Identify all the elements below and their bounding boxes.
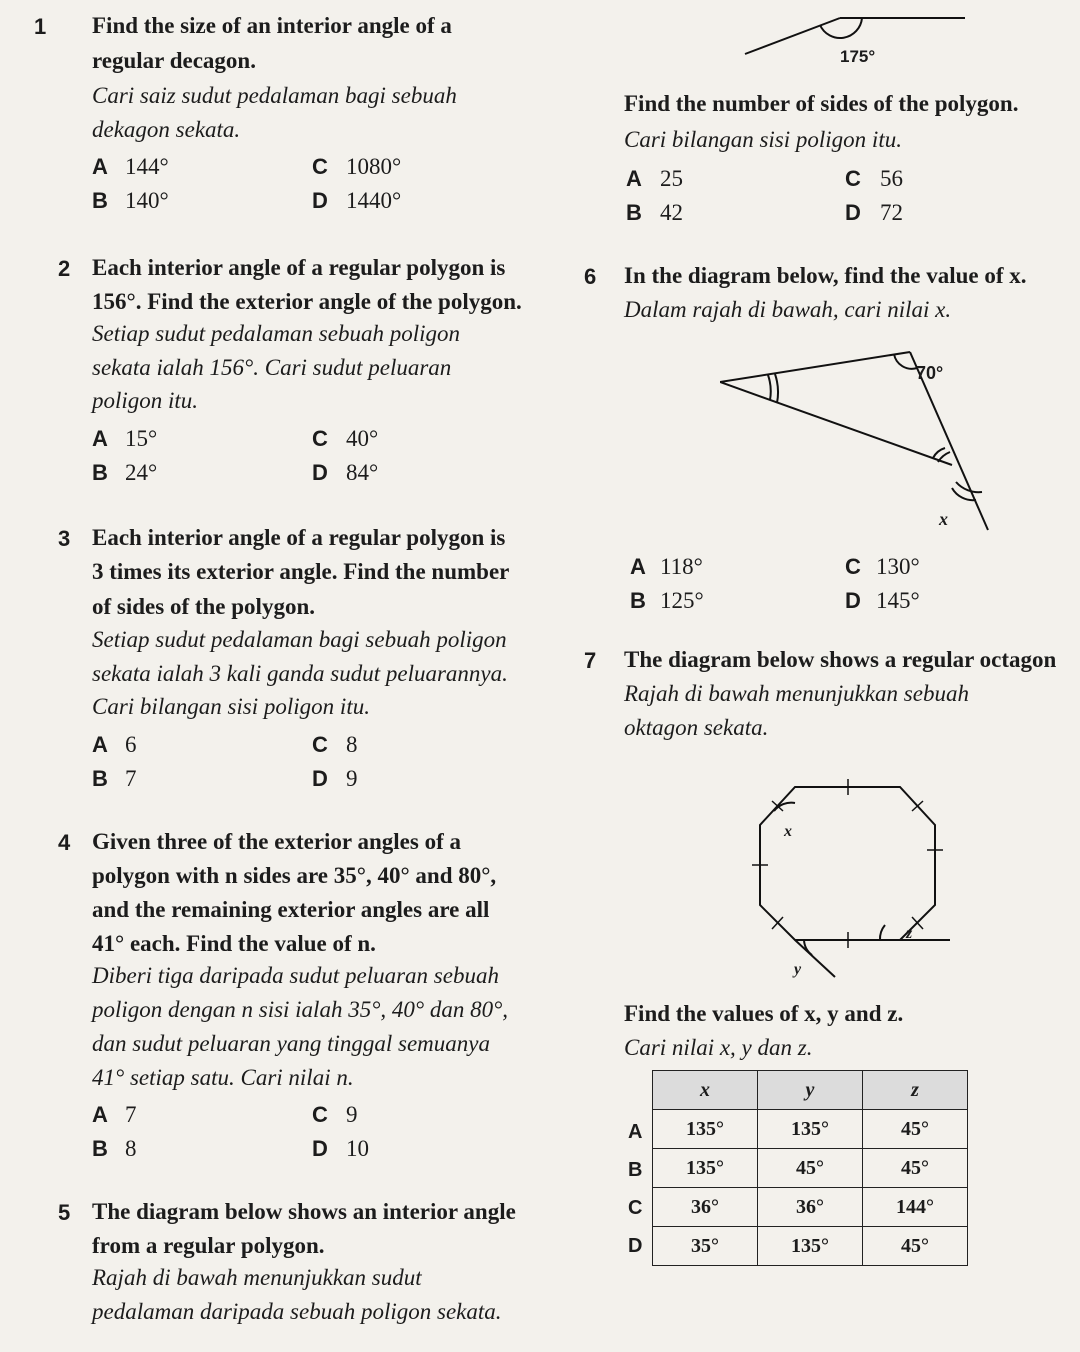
question-text-my: 41° setiap satu. Cari nilai n.: [92, 1065, 354, 1090]
option-value[interactable]: 84°: [346, 460, 379, 485]
option-value[interactable]: 8: [346, 732, 358, 757]
table-cell: 45°: [863, 1110, 968, 1149]
option-letter[interactable]: A: [628, 1121, 643, 1143]
option-letter[interactable]: D: [845, 588, 861, 613]
option-letter[interactable]: C: [312, 1102, 328, 1127]
option-value[interactable]: 24°: [125, 460, 158, 485]
angle-label: 175°: [840, 47, 876, 66]
option-letter[interactable]: B: [92, 460, 108, 485]
question-text-my: dan sudut peluaran yang tinggal semuanya: [92, 1031, 490, 1056]
question-text-en: Find the values of x, y and z.: [624, 1001, 904, 1026]
table-row[interactable]: [653, 1227, 968, 1266]
question-text-my: Cari saiz sudut pedalaman bagi sebuah: [92, 83, 457, 108]
question-text-en: of sides of the polygon.: [92, 594, 315, 619]
question-text-en: In the diagram below, find the value of x.: [624, 263, 1027, 288]
table-header-row: [653, 1071, 968, 1110]
option-letter[interactable]: B: [630, 588, 646, 613]
question-number: 3: [58, 526, 71, 551]
angle-label: 70°: [916, 363, 944, 383]
question-text-en: Each interior angle of a regular polygon is: [92, 525, 506, 550]
table-cell: 135°: [653, 1149, 758, 1188]
x-label: x: [784, 823, 792, 840]
question-text-my: sekata ialah 3 kali ganda sudut peluarannya.: [92, 661, 508, 686]
table-row[interactable]: [653, 1149, 968, 1188]
option-letter[interactable]: C: [312, 426, 328, 451]
table-cell: 45°: [758, 1149, 863, 1188]
question-number: 7: [584, 648, 597, 673]
question-text-en: Find the number of sides of the polygon.: [624, 91, 1019, 116]
option-letter[interactable]: A: [630, 554, 646, 579]
table-cell: 45°: [863, 1227, 968, 1266]
option-value[interactable]: 56: [880, 166, 903, 191]
question-text-en: Each interior angle of a regular polygon is: [92, 255, 506, 280]
table-cell: 135°: [758, 1227, 863, 1266]
option-letter[interactable]: D: [845, 200, 861, 225]
option-letter[interactable]: C: [845, 166, 861, 191]
question-text-en: The diagram below shows a regular octagon: [624, 647, 1057, 672]
question-text-my: poligon dengan n sisi ialah 35°, 40° dan 80°,: [92, 997, 509, 1022]
option-value[interactable]: 25: [660, 166, 683, 191]
question-text-my: dekagon sekata.: [92, 117, 241, 142]
option-value[interactable]: 7: [125, 766, 137, 791]
question-text-en: 156°. Find the exterior angle of the polygon.: [92, 289, 522, 314]
question-text-my: Cari bilangan sisi poligon itu.: [92, 694, 370, 719]
question-number: 6: [584, 264, 597, 289]
option-letter[interactable]: C: [845, 554, 861, 579]
option-value[interactable]: 130°: [876, 554, 920, 579]
table-cell: 45°: [863, 1149, 968, 1188]
table-cell: 36°: [758, 1188, 863, 1227]
option-value[interactable]: 6: [125, 732, 137, 757]
option-value[interactable]: 9: [346, 1102, 358, 1127]
table-cell: 36°: [653, 1188, 758, 1227]
question-text-my: Setiap sudut pedalaman bagi sebuah poligon: [92, 627, 507, 652]
question-text-my: Rajah di bawah menunjukkan sudut: [92, 1265, 422, 1290]
option-value[interactable]: 1080°: [346, 154, 402, 179]
table-row[interactable]: [653, 1188, 968, 1227]
table-cell: 135°: [758, 1110, 863, 1149]
question-text-my: Dalam rajah di bawah, cari nilai x.: [624, 297, 952, 322]
table-header: y: [758, 1071, 863, 1110]
option-value[interactable]: 145°: [876, 588, 920, 613]
question-text-my: Diberi tiga daripada sudut peluaran sebuah: [92, 963, 499, 988]
option-value[interactable]: 9: [346, 766, 358, 791]
option-value[interactable]: 125°: [660, 588, 704, 613]
question-text-my: Cari bilangan sisi poligon itu.: [624, 127, 902, 152]
question-text-my: pedalaman daripada sebuah poligon sekata.: [92, 1299, 502, 1324]
question-text-en: The diagram below shows an interior angle: [92, 1199, 516, 1224]
question-number: 1: [34, 14, 47, 39]
table-row[interactable]: [653, 1110, 968, 1149]
option-value[interactable]: 144°: [125, 154, 169, 179]
option-value[interactable]: 72: [880, 200, 903, 225]
question-number: 2: [58, 256, 71, 281]
question-number: 4: [58, 830, 71, 855]
option-letter[interactable]: A: [92, 732, 108, 757]
option-value[interactable]: 140°: [125, 188, 169, 213]
option-letter[interactable]: B: [92, 1136, 108, 1161]
z-label: z: [906, 925, 913, 942]
table-header: x: [653, 1071, 758, 1110]
table-cell: 135°: [653, 1110, 758, 1149]
table-cell: 35°: [653, 1227, 758, 1266]
question-text-en: polygon with n sides are 35°, 40° and 80°,: [92, 863, 497, 888]
option-letter[interactable]: D: [312, 460, 328, 485]
x-label: x: [939, 509, 948, 529]
option-value[interactable]: 1440°: [346, 188, 402, 213]
question-text-my: Setiap sudut pedalaman sebuah poligon: [92, 321, 460, 346]
question-text-my: poligon itu.: [92, 388, 199, 413]
option-value[interactable]: 10: [346, 1136, 369, 1161]
octagon-diagram: [740, 755, 960, 980]
option-letter[interactable]: A: [92, 154, 108, 179]
question-text-en: Given three of the exterior angles of a: [92, 829, 461, 854]
question-text-en: 3 times its exterior angle. Find the number: [92, 559, 510, 584]
option-value[interactable]: 8: [125, 1136, 137, 1161]
question-text-my: Cari nilai x, y dan z.: [624, 1035, 813, 1060]
table-header: z: [863, 1071, 968, 1110]
option-value[interactable]: 118°: [660, 554, 703, 579]
question-text-en: Find the size of an interior angle of a: [92, 13, 452, 38]
option-letter[interactable]: A: [92, 1102, 108, 1127]
option-letter[interactable]: D: [628, 1235, 643, 1257]
option-value[interactable]: 42: [660, 200, 683, 225]
option-value[interactable]: 40°: [346, 426, 379, 451]
question-text-en: regular decagon.: [92, 48, 256, 73]
table-cell: 144°: [863, 1188, 968, 1227]
option-letter[interactable]: C: [312, 154, 328, 179]
option-letter[interactable]: C: [312, 732, 328, 757]
triangle-diagram: [720, 340, 1000, 540]
y-label: y: [794, 961, 802, 978]
question-text-my: oktagon sekata.: [624, 715, 769, 740]
option-letter[interactable]: A: [92, 426, 108, 451]
option-letter[interactable]: A: [626, 166, 642, 191]
option-letter[interactable]: B: [92, 188, 108, 213]
question-text-en: from a regular polygon.: [92, 1233, 325, 1258]
question-text-my: Rajah di bawah menunjukkan sebuah: [624, 681, 969, 706]
option-letter[interactable]: B: [628, 1159, 643, 1181]
option-value[interactable]: 15°: [125, 426, 158, 451]
option-letter[interactable]: D: [312, 766, 328, 791]
question-text-en: and the remaining exterior angles are all: [92, 897, 490, 922]
question-text-my: sekata ialah 156°. Cari sudut peluaran: [92, 355, 452, 380]
option-letter[interactable]: D: [312, 1136, 328, 1161]
answer-table: [652, 1070, 968, 1266]
question-text-en: 41° each. Find the value of n.: [92, 931, 376, 956]
option-value[interactable]: 7: [125, 1102, 137, 1127]
option-letter[interactable]: B: [626, 200, 642, 225]
option-letter[interactable]: B: [92, 766, 108, 791]
question-number: 5: [58, 1200, 71, 1225]
option-letter[interactable]: C: [628, 1197, 643, 1219]
option-letter[interactable]: D: [312, 188, 328, 213]
